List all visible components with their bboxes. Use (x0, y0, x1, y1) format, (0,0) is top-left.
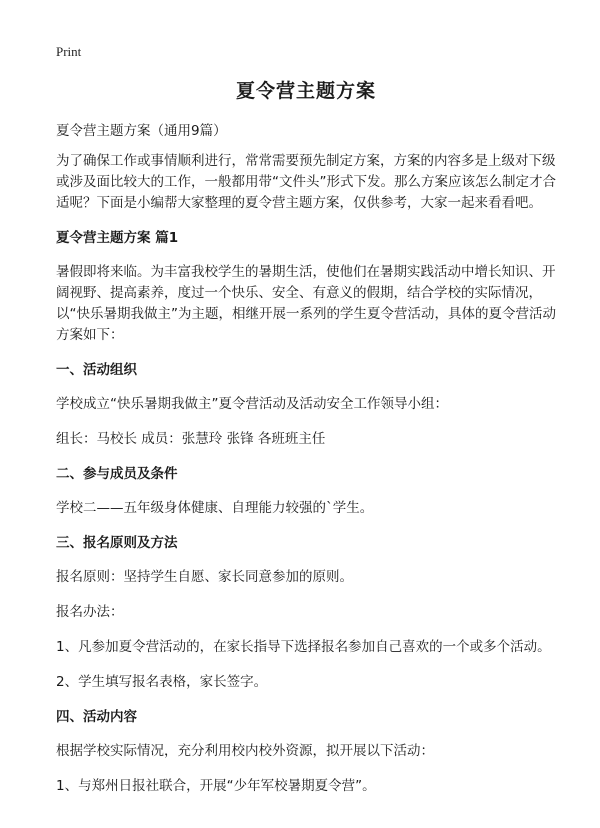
paragraph: 学校二——五年级身体健康、自理能力较强的`学生。 (56, 500, 374, 516)
paragraph: 学校成立“快乐暑期我做主”夏令营活动及活动安全工作领导小组： (56, 396, 448, 412)
paragraph: 报名原则：坚持学生自愿、家长同意参加的原则。 (56, 569, 353, 585)
paragraph: 为了确保工作或事情顺利进行，常常需要预先制定方案，方案的内容多是上级对下级或涉及面比较大的工作，一般都用带“文件头”形式下发。那么方案应该怎么制定才合适呢？下面是小编帮大家整理的夏令营主题方案，仅供参考，大家一起来看看吧。 (56, 153, 556, 211)
document-body (56, 76, 556, 811)
print-link[interactable]: Print (56, 44, 82, 59)
paragraph: 2、学生填写报名表格，家长签字。 (56, 674, 268, 690)
paragraph: 1、凡参加夏令营活动的，在家长指导下选择报名参加自己喜欢的一个或多个活动。 (56, 639, 551, 655)
section-heading: 夏令营主题方案 篇1 (56, 230, 179, 246)
section-heading: 三、报名原则及方法 (56, 535, 178, 551)
paragraph: 报名办法： (56, 604, 124, 620)
paragraph: 暑假即将来临。为丰富我校学生的暑期生活，使他们在暑期实践活动中增长知识、开阔视野、提高素养，度过一个快乐、安全、有意义的假期，结合学校的实际情况，以“快乐暑期我做主”为主题，相继开展一系列的学生夏令营活动，具体的夏令营活动方案如下： (56, 264, 556, 343)
paragraph: 根据学校实际情况，充分利用校内校外资源，拟开展以下活动： (56, 743, 434, 759)
paragraph: 1、与郑州日报社联合，开展“少年军校暑期夏令营”。 (56, 778, 376, 794)
section-heading: 四、活动内容 (56, 709, 137, 725)
section-heading: 二、参与成员及条件 (56, 466, 178, 482)
paragraph: 夏令营主题方案（通用9篇） (56, 123, 227, 139)
document-content (56, 121, 556, 797)
document-title: 夏令营主题方案 (235, 80, 376, 102)
paragraph: 组长：马校长 成员：张慧玲 张锋 各班班主任 (56, 431, 326, 447)
section-heading: 一、活动组织 (56, 362, 137, 378)
